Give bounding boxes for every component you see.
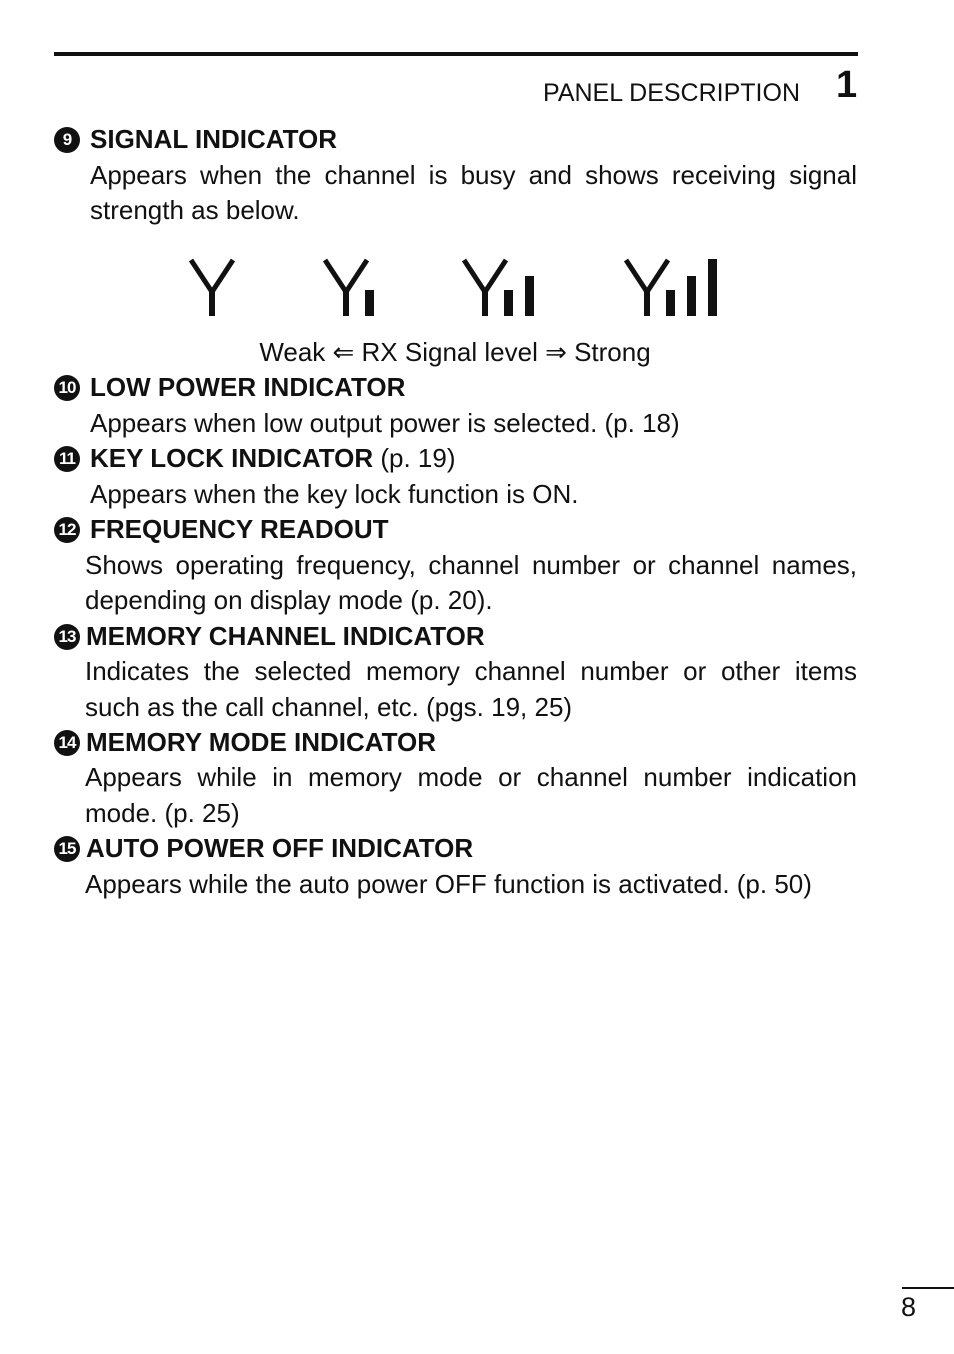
signal-level-1-icon bbox=[322, 256, 382, 318]
signal-level-2-icon bbox=[461, 256, 541, 318]
item-body-line: Appears when the key lock function is ON. bbox=[90, 479, 579, 509]
item-heading: SIGNAL INDICATOR bbox=[90, 124, 338, 154]
section-title: PANEL DESCRIPTION bbox=[543, 79, 800, 107]
item-body-line: such as the call channel, etc. (pgs. 19, 25) bbox=[85, 692, 573, 722]
footer-rule bbox=[902, 1287, 954, 1289]
item-body-line: Appears when the channel is busy and shows receiving signal bbox=[90, 160, 857, 190]
chapter-number: 1 bbox=[836, 64, 858, 106]
item-heading: AUTO POWER OFF INDICATOR bbox=[86, 833, 474, 863]
item-body-line: Shows operating frequency, channel number or channel names, bbox=[85, 550, 857, 580]
item-body-line: Appears while the auto power OFF function is activated. (p. 50) bbox=[85, 869, 812, 899]
signal-caption: Weak ⇐ RX Signal level ⇒ Strong bbox=[259, 337, 651, 367]
signal-level-0-icon bbox=[188, 256, 238, 318]
top-rule bbox=[54, 52, 858, 56]
item-body-line: depending on display mode (p. 20). bbox=[85, 585, 493, 615]
item-heading: MEMORY CHANNEL INDICATOR bbox=[86, 621, 485, 651]
item-heading-title: KEY LOCK INDICATOR bbox=[90, 443, 374, 473]
page-number: 8 bbox=[901, 1292, 917, 1322]
signal-level-3-icon bbox=[623, 256, 723, 318]
item-body-line: mode. (p. 25) bbox=[85, 798, 240, 828]
item-heading: LOW POWER INDICATOR bbox=[90, 372, 406, 402]
item-heading-page-ref: (p. 19) bbox=[373, 443, 456, 473]
item-number-badge: 15 bbox=[54, 836, 80, 862]
item-number-badge: 11 bbox=[54, 446, 80, 472]
item-number-badge: 9 bbox=[54, 127, 80, 153]
item-heading: FREQUENCY READOUT bbox=[90, 514, 389, 544]
item-number-badge: 12 bbox=[54, 517, 80, 543]
item-heading bbox=[90, 443, 456, 474]
item-number-badge: 13 bbox=[54, 624, 80, 650]
item-body-line: Appears when low output power is selected. (p. 18) bbox=[90, 408, 680, 438]
item-body-line: Appears while in memory mode or channel number indication bbox=[85, 762, 857, 792]
item-body-line: strength as below. bbox=[90, 195, 300, 225]
item-number-badge: 10 bbox=[54, 375, 80, 401]
item-body-line: Indicates the selected memory channel number or other items bbox=[85, 656, 857, 686]
item-number-badge: 14 bbox=[54, 730, 80, 756]
item-heading: MEMORY MODE INDICATOR bbox=[86, 727, 437, 757]
